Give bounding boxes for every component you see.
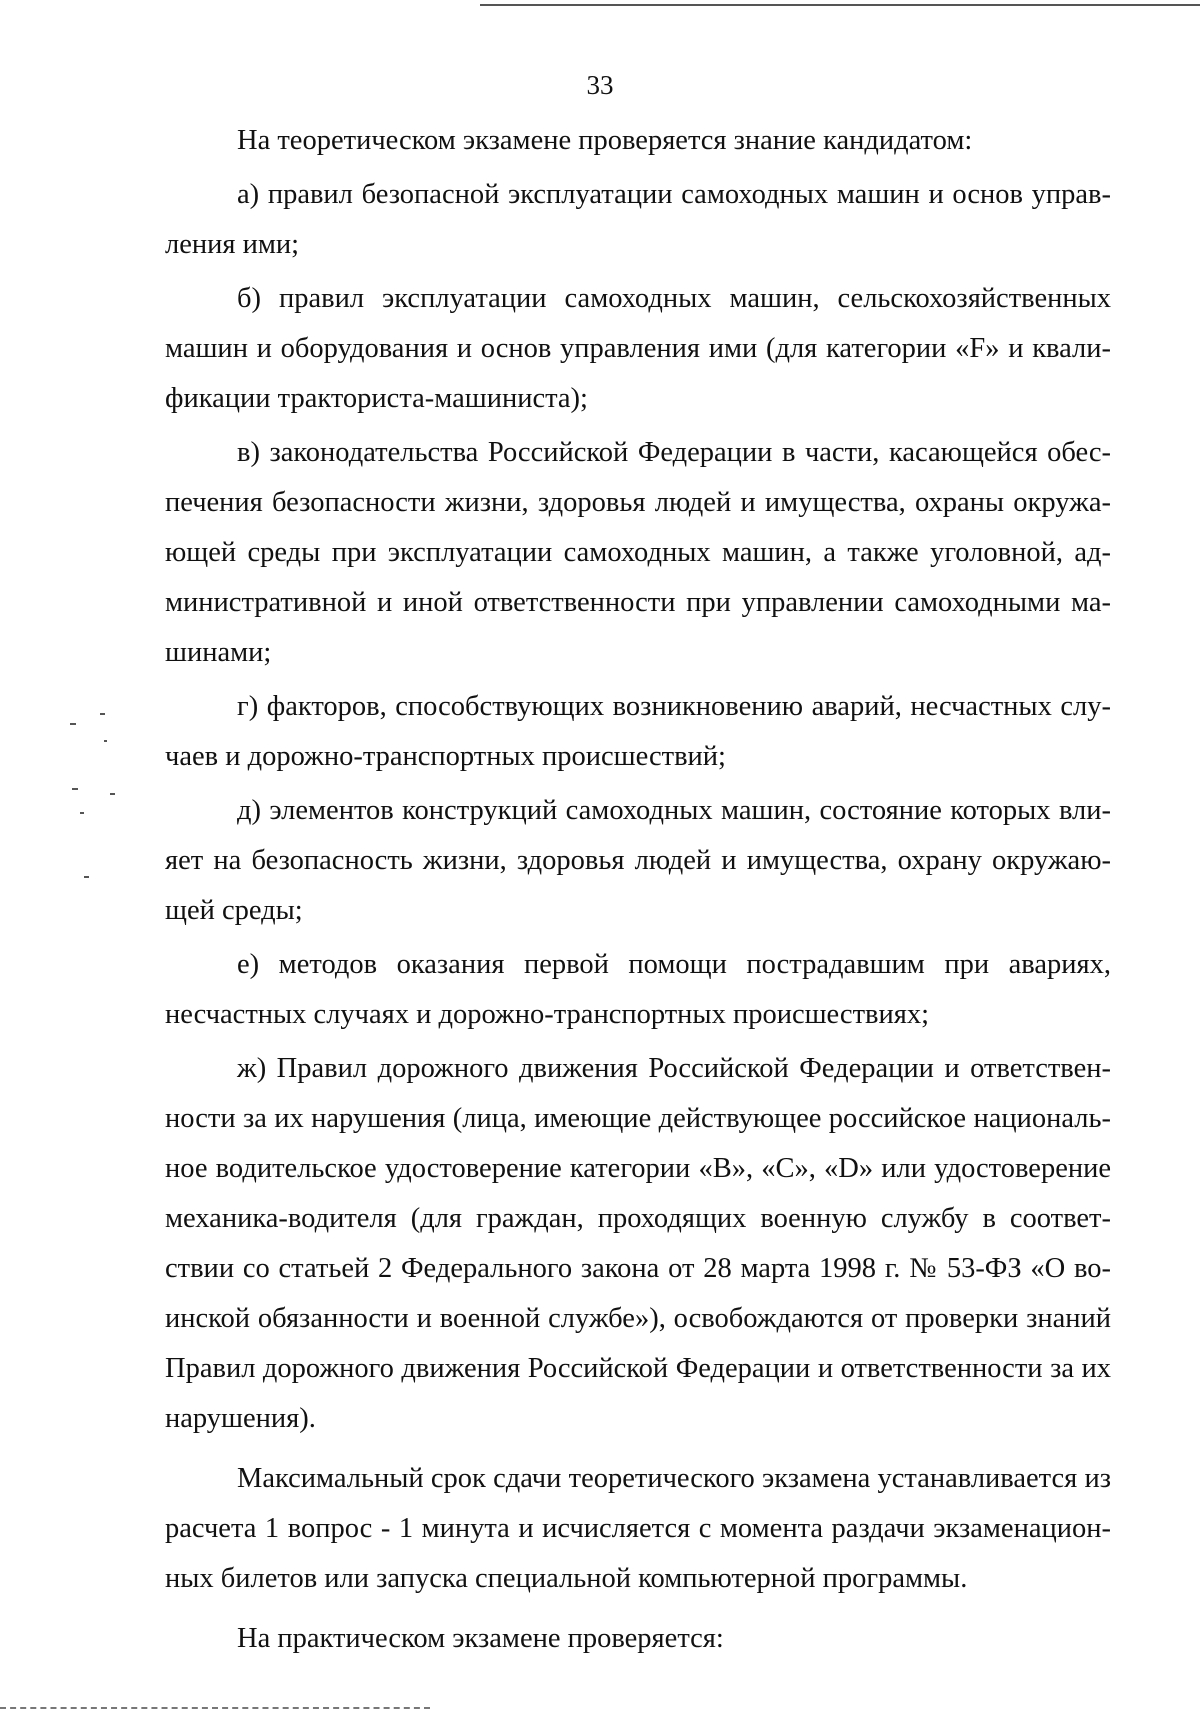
paragraph-item-b: б) правил эксплуатации самоходных машин, сельскохозяйственных машин и оборудования и основ управления ими (для категории «F» и квалификации тракториста-машиниста); <box>165 283 1111 414</box>
paragraph-item-v: в) законодательства Российской Федерации в части, касающейся обеспечения безопасности жизни, здоровья людей и имущества, охраны окружающей среды при эксплуатации самоходных машин, а также уголовной, административной и иной ответственности при управлении самоходными машинами; <box>165 437 1111 668</box>
scan-speck <box>72 788 78 790</box>
scan-edge-top <box>480 4 1200 6</box>
scan-speck <box>104 740 107 742</box>
paragraph-item-g: г) факторов, способствующих возникновению аварий, несчастных случаев и дорожно-транспортных происшествий; <box>165 691 1111 772</box>
body-text <box>165 116 1111 1668</box>
scan-speck <box>80 812 84 814</box>
scan-speck <box>70 723 76 725</box>
paragraph-practical-exam: На практическом экзамене проверяется: <box>237 1623 724 1654</box>
scan-speck <box>84 876 89 878</box>
paragraph-item-zh: ж) Правил дорожного движения Российской Федерации и ответственности за их нарушения (лица, имеющие действующее российское национальное водительское удостоверение категории «B», «C», «D» или удостоверение механика-водителя (для граждан, проходящих военную службу в соответствии со статьей 2 Федерального закона от 28 марта 1998 г. № 53-ФЗ «О воинской обязанности и военной службе»), освобождаются от проверки знаний Правил дорожного движения Российской Федерации и ответственности за их нарушения). <box>165 1053 1111 1434</box>
paragraph-intro: На теоретическом экзамене проверяется знание кандидатом: <box>237 125 973 156</box>
paragraph-item-d: д) элементов конструкций самоходных машин, состояние которых влияет на безопасность жизни, здоровья людей и имущества, охрану окружающей среды; <box>165 795 1111 926</box>
scan-edge-bottom <box>0 1707 430 1709</box>
scan-speck <box>100 713 105 715</box>
scan-speck <box>110 793 115 795</box>
paragraph-item-a: а) правил безопасной эксплуатации самоходных машин и основ управления ими; <box>165 179 1111 260</box>
page-number: 33 <box>586 70 614 100</box>
paragraph-time-limit: Максимальный срок сдачи теоретического экзамена устанавливается из расчета 1 вопрос - 1 минута и исчисляется с момента раздачи экзаменационных билетов или запуска специальной компьютерной программы. <box>165 1463 1111 1594</box>
paragraph-item-e: е) методов оказания первой помощи пострадавшим при авариях, несчастных случаях и дорожно-транспортных происшествиях; <box>165 949 1111 1030</box>
